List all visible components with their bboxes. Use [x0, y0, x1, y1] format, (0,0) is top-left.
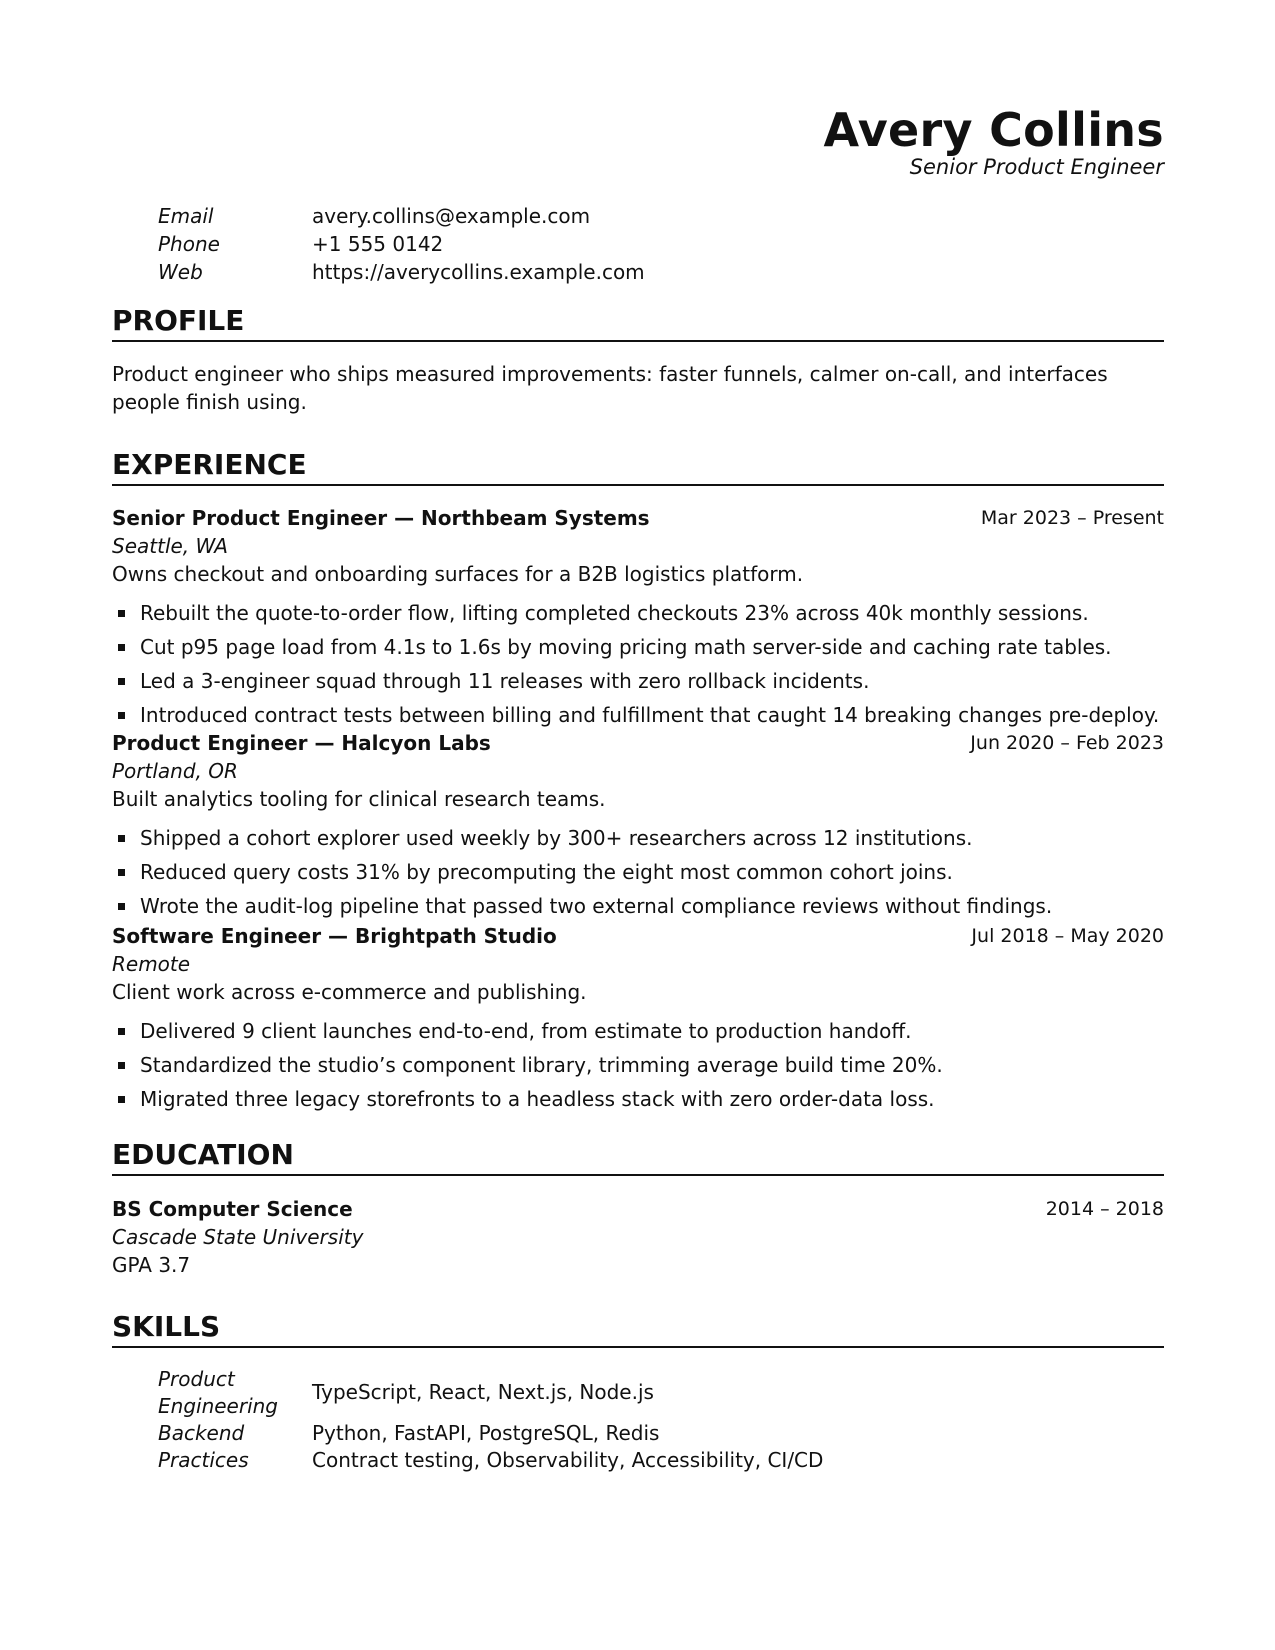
list-item: Led a 3-engineer squad through 11 releases with zero rollback incidents.	[112, 664, 1164, 698]
job-bullets	[112, 1014, 1164, 1116]
section-heading-education: EDUCATION	[112, 1138, 294, 1171]
job-bullets	[112, 821, 1164, 923]
contact-block	[158, 202, 645, 286]
job-location: Seattle, WA	[112, 534, 228, 558]
section-rule	[112, 340, 1164, 342]
list-item: Reduced query costs 31% by precomputing the eight most common cohort joins.	[112, 855, 1164, 889]
skill-label: Backend	[158, 1421, 245, 1445]
candidate-title: Senior Product Engineer	[909, 155, 1164, 179]
school-name: Cascade State University	[112, 1225, 364, 1249]
job-dates: Mar 2023 – Present	[980, 507, 1164, 529]
profile-section	[112, 304, 1164, 416]
section-heading-experience: EXPERIENCE	[112, 448, 307, 481]
education-entry	[112, 1195, 1164, 1279]
contact-label-phone: Phone	[158, 232, 220, 256]
section-rule	[112, 484, 1164, 486]
resume-header	[823, 104, 1164, 180]
job-description: Owns checkout and onboarding surfaces for a B2B logistics platform.	[112, 562, 804, 586]
skill-label: Practices	[158, 1448, 249, 1472]
job-header	[112, 729, 1164, 757]
job-entry-halcyon	[112, 729, 1164, 923]
job-header	[112, 504, 1164, 532]
gpa-text: GPA 3.7	[112, 1253, 191, 1277]
skills-table	[158, 1366, 823, 1474]
job-dates: Jul 2018 – May 2020	[971, 925, 1164, 947]
job-description: Client work across e-commerce and publishing.	[112, 980, 587, 1004]
list-item: Shipped a cohort explorer used weekly by 300+ researchers across 12 institutions.	[112, 821, 1164, 855]
list-item: Rebuilt the quote-to-order flow, lifting completed checkouts 23% across 40k monthly sessions.	[112, 596, 1164, 630]
contact-email-value[interactable]: avery.collins@example.com	[312, 204, 591, 228]
contact-label-web: Web	[158, 260, 203, 284]
list-item: Delivered 9 client launches end-to-end, from estimate to production handoff.	[112, 1014, 1164, 1048]
contact-email-row	[158, 202, 645, 230]
contact-phone-value: +1 555 0142	[312, 232, 444, 256]
section-rule	[112, 1174, 1164, 1176]
education-section	[112, 1138, 1164, 1176]
job-description: Built analytics tooling for clinical research teams.	[112, 787, 606, 811]
list-item: Migrated three legacy storefronts to a headless stack with zero order-data loss.	[112, 1082, 1164, 1116]
job-entry-northbeam	[112, 504, 1164, 732]
section-heading-profile: PROFILE	[112, 304, 245, 337]
skills-section	[112, 1310, 1164, 1348]
job-title: Senior Product Engineer — Northbeam Systems	[112, 506, 650, 530]
job-entry-brightpath	[112, 922, 1164, 1116]
experience-section	[112, 448, 1164, 486]
section-heading-skills: SKILLS	[112, 1310, 221, 1343]
skill-label: Product Engineering	[158, 1367, 278, 1418]
job-header	[112, 922, 1164, 950]
education-header	[112, 1195, 1164, 1223]
job-title: Software Engineer — Brightpath Studio	[112, 924, 557, 948]
contact-phone-row	[158, 230, 645, 258]
degree-title: BS Computer Science	[112, 1197, 353, 1221]
skill-row-product-engineering	[158, 1366, 823, 1420]
contact-label-email: Email	[158, 204, 214, 228]
section-rule	[112, 1346, 1164, 1348]
job-location: Remote	[112, 952, 191, 976]
contact-web-value[interactable]: https://averycollins.example.com	[312, 260, 645, 284]
skill-value: Contract testing, Observability, Accessibility, CI/CD	[312, 1448, 824, 1472]
skill-row-practices	[158, 1447, 823, 1474]
education-dates: 2014 – 2018	[1045, 1198, 1164, 1220]
list-item: Standardized the studio’s component library, trimming average build time 20%.	[112, 1048, 1164, 1082]
list-item: Introduced contract tests between billing and fulfillment that caught 14 breaking changes pre-deploy.	[112, 698, 1164, 732]
skill-row-backend	[158, 1420, 823, 1447]
job-title: Product Engineer — Halcyon Labs	[112, 731, 491, 755]
candidate-name: Avery Collins	[823, 103, 1164, 157]
list-item: Cut p95 page load from 4.1s to 1.6s by moving pricing math server-side and caching rate tables.	[112, 630, 1164, 664]
contact-web-row	[158, 258, 645, 286]
profile-text: Product engineer who ships measured improvements: faster funnels, calmer on-call, and interfaces people finish using.	[112, 362, 1108, 414]
job-location: Portland, OR	[112, 759, 238, 783]
skill-value: TypeScript, React, Next.js, Node.js	[312, 1380, 654, 1404]
job-dates: Jun 2020 – Feb 2023	[970, 732, 1164, 754]
job-bullets	[112, 596, 1164, 732]
list-item: Wrote the audit-log pipeline that passed two external compliance reviews without findings.	[112, 889, 1164, 923]
skill-value: Python, FastAPI, PostgreSQL, Redis	[312, 1421, 660, 1445]
